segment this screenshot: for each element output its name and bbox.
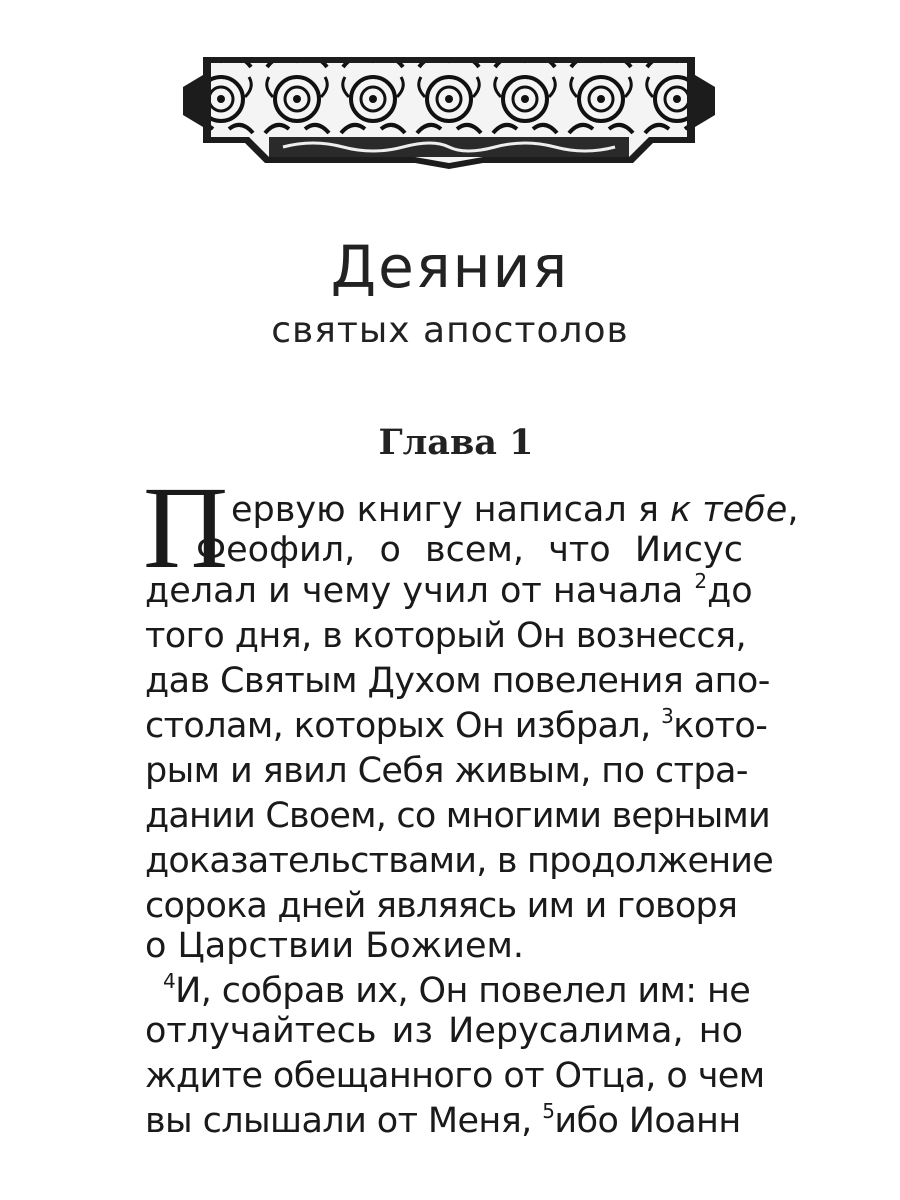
text-line-2: Феофил, о всем, что Иисус bbox=[196, 530, 743, 570]
drop-cap: П bbox=[143, 462, 229, 593]
text-line-4: того дня, в который Он вознесся, bbox=[145, 616, 747, 656]
text-line-10: сорока дней являясь им и говоря bbox=[145, 886, 738, 926]
text-line-9: доказательствами, в продолжение bbox=[145, 841, 773, 881]
chapter-heading: Глава 1 bbox=[378, 422, 534, 463]
text-line-13: отлучайтесь из Иерусалима, но bbox=[145, 1011, 743, 1051]
verse-number: 2 bbox=[694, 569, 708, 593]
text-line-3: делал и чему учил от начала $^2$до bbox=[145, 569, 753, 611]
text-line-8: дании Своем, со многими верными bbox=[145, 796, 770, 836]
verse-number: 4 bbox=[163, 969, 176, 993]
text-line-6: столам, которых Он избрал, $^3$кото- bbox=[145, 704, 768, 746]
text-line-5: дав Святым Духом повеления апо- bbox=[145, 661, 770, 701]
decorative-ornament-banner bbox=[183, 47, 715, 169]
text-line-1: ервую книгу написал я к тебе, bbox=[231, 490, 799, 530]
text-line-7: рым и явил Себя живым, по стра- bbox=[145, 751, 748, 791]
verse-number: 3 bbox=[661, 704, 674, 728]
book-title: Деяния bbox=[330, 233, 570, 301]
text-line-11: о Царствии Божием. bbox=[145, 926, 525, 966]
book-subtitle: святых апостолов bbox=[271, 310, 629, 351]
text-line-12: $^4$И, собрав их, Он повелел им: не bbox=[163, 969, 751, 1011]
text-line-15: вы слышали от Меня, $^5$ибо Иоанн bbox=[145, 1099, 741, 1141]
text-line-14: ждите обещанного от Отца, о чем bbox=[145, 1056, 765, 1096]
verse-number: 5 bbox=[542, 1099, 555, 1123]
